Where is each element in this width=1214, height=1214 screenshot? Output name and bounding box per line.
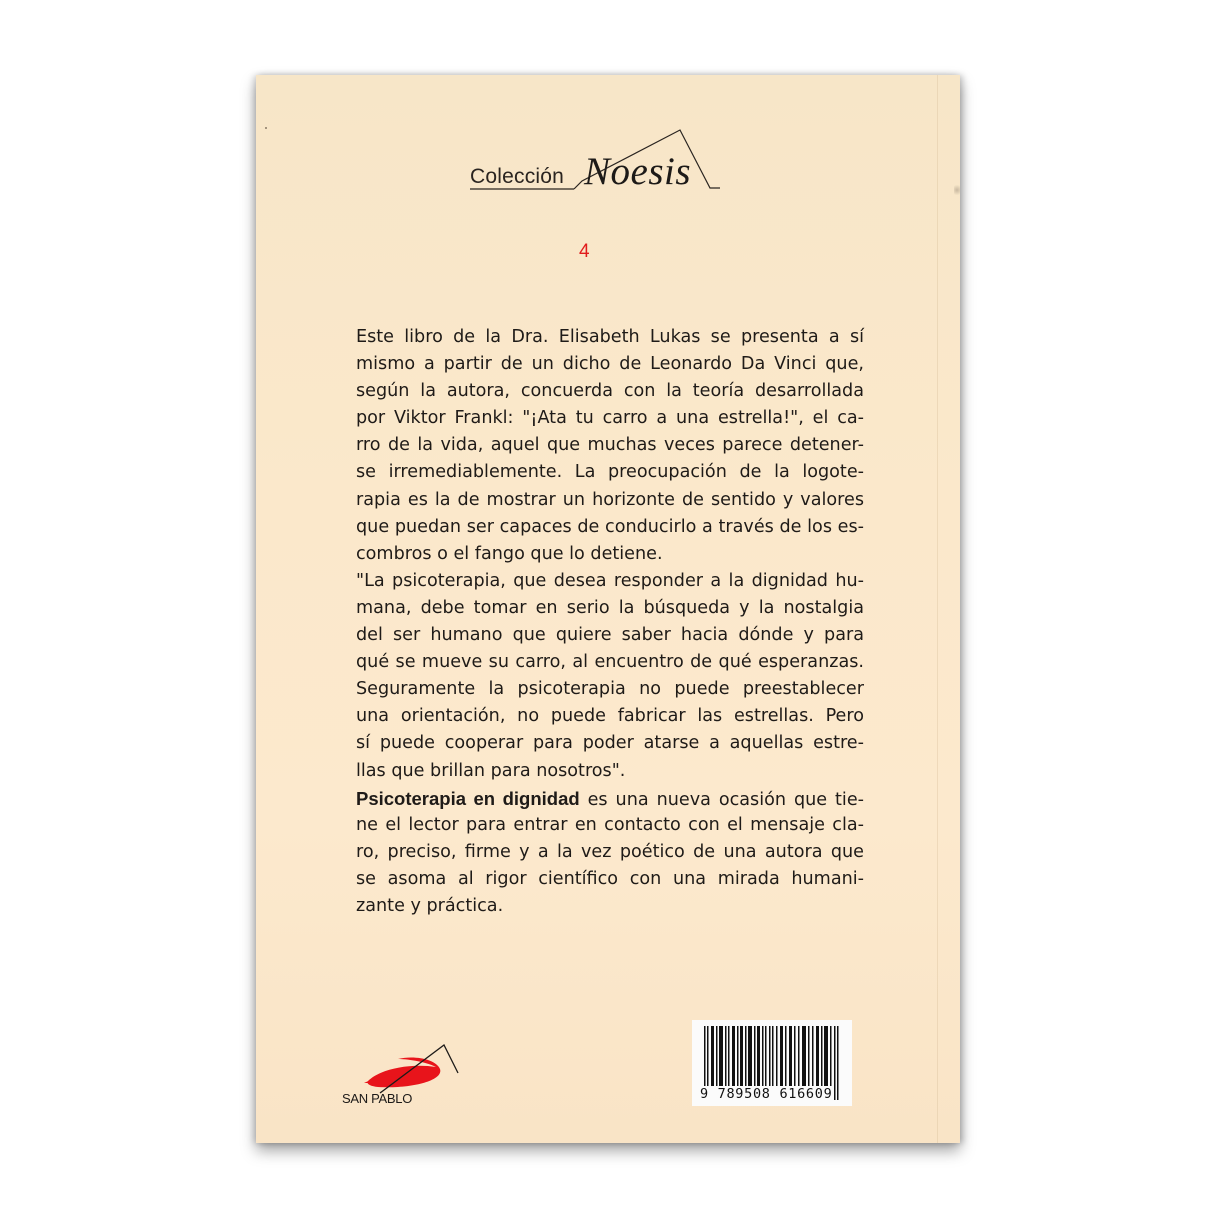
blurb-line: llas que brillan para nosotros". xyxy=(356,760,626,781)
blurb-line: "La psicoterapia, que desea responder a la dignidad hu- xyxy=(356,570,864,591)
blurb-line: del ser humano que quiere saber hacia dónde y para xyxy=(356,625,864,646)
blurb-line: ro, preciso, firme y a la vez poético de una autora que xyxy=(356,841,864,862)
blurb-line: sí puede cooperar para poder atarse a aquellas estre- xyxy=(356,733,864,754)
blurb-line: zante y práctica. xyxy=(356,895,504,916)
blurb-line: rapia es la de mostrar un horizonte de sentido y valores xyxy=(356,489,864,510)
edge-wear xyxy=(954,183,960,197)
series-logo xyxy=(470,127,722,197)
blurb-line: por Viktor Frankl: "¡Ata tu carro a una estrella!", el ca- xyxy=(356,408,864,429)
book-back-cover xyxy=(256,75,960,1143)
blurb-line: se asoma al rigor científico con una mirada humani- xyxy=(356,868,864,889)
series-name: Noesis xyxy=(584,150,692,193)
blurb-line: rro de la vida, aquel que muchas veces parece detener- xyxy=(356,435,864,456)
blurb-line: mana, debe tomar en serio la búsqueda y la nostalgia xyxy=(356,597,864,618)
blurb-line: se irremediablemente. La preocupación de la logote- xyxy=(356,462,864,483)
blurb-text xyxy=(356,324,864,920)
blurb-line: ne el lector para entrar en contacto con el mensaje cla- xyxy=(356,814,864,835)
publisher-name: SAN PABLO xyxy=(342,1091,413,1106)
book-title-mention: Psicoterapia en dignidad xyxy=(356,787,580,809)
blurb-line: combros o el fango que lo detiene. xyxy=(356,543,663,564)
series-prefix: Colección xyxy=(470,165,565,188)
blurb-line: una orientación, no puede fabricar las estrellas. Pero xyxy=(356,706,864,727)
blurb-line: según la autora, concuerda con la teoría desarrollada xyxy=(356,381,864,402)
blurb-line: mismo a partir de un dicho de Leonardo Da Vinci que, xyxy=(356,354,864,375)
blurb-line: qué se mueve su carro, al encuentro de qué esperanzas. xyxy=(356,652,864,673)
blurb-line: Seguramente la psicoterapia no puede preestablecer xyxy=(356,679,864,700)
san-pablo-swoosh-icon xyxy=(340,1037,460,1097)
paper-speck xyxy=(265,127,267,129)
volume-number: 4 xyxy=(579,241,590,262)
isbn-number: 9 789508 616609 xyxy=(700,1086,833,1102)
blurb-line-rest: es una nueva ocasión que tie- xyxy=(579,789,864,810)
blurb-line: que puedan ser capaces de conducirlo a través de los es- xyxy=(356,516,864,537)
publisher-logo xyxy=(340,1037,460,1109)
blurb-title-line xyxy=(356,785,864,812)
isbn-barcode xyxy=(692,1020,852,1106)
blurb-line: Este libro de la Dra. Elisabeth Lukas se presenta a sí xyxy=(356,327,864,347)
